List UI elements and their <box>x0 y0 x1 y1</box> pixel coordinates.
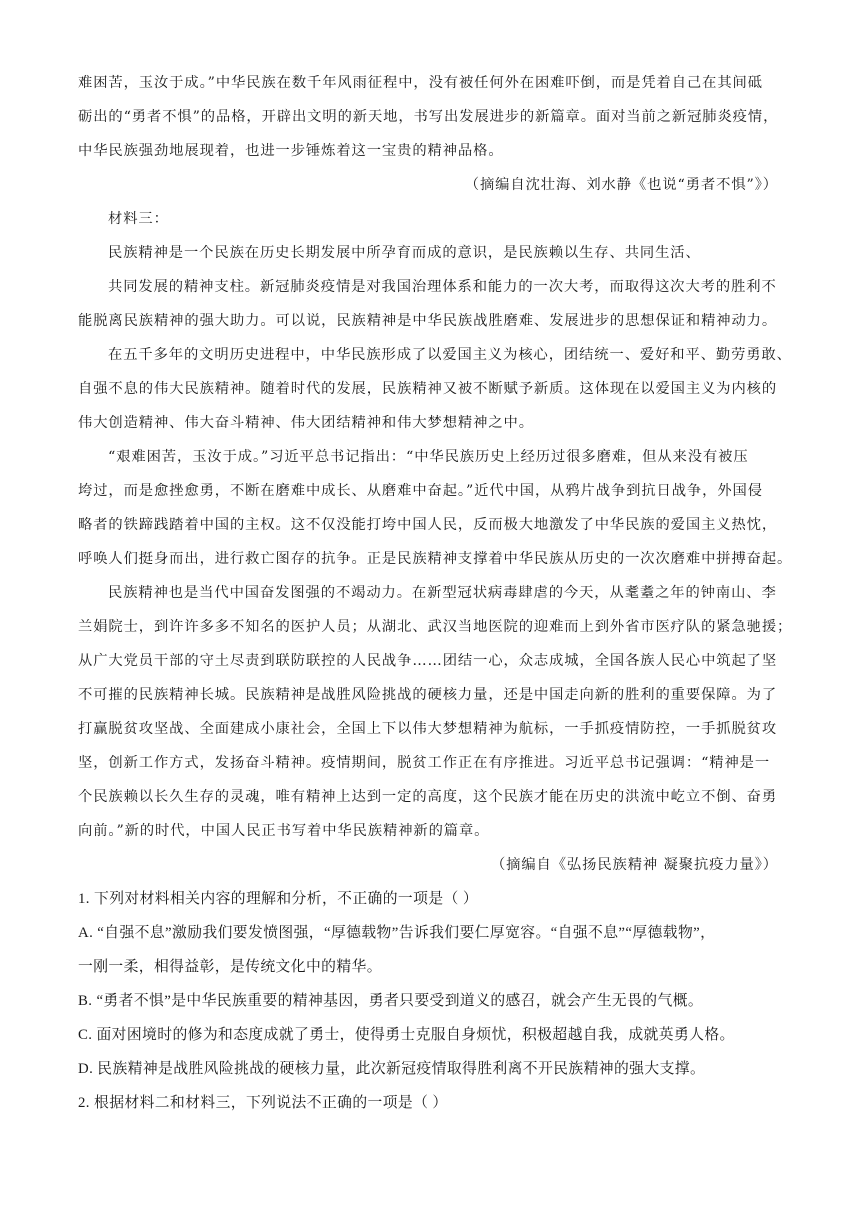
body-text-line: 能脱离民族精神的强大助力。可以说，民族精神是中华民族战胜磨难、发展进步的思想保证和精神动力。 <box>78 313 778 329</box>
option-a-continued: 一刚一柔，相得益彰，是传统文化中的精华。 <box>78 959 382 975</box>
body-text-line: 民族精神也是当代中国奋发图强的不竭动力。在新型冠状病毒肆虐的今天，从耄耋之年的钟南山、李 <box>108 585 777 601</box>
body-text-line: 略者的铁蹄践踏着中国的主权。这不仅没能打垮中国人民，反而极大地激发了中华民族的爱国主义热忱， <box>78 517 778 533</box>
body-text-line: 向前。”新的时代，中国人民正书写着中华民族精神新的篇章。 <box>78 823 490 839</box>
body-text-line: 个民族赖以长久生存的灵魂，唯有精神上达到一定的高度，这个民族才能在历史的洪流中屹立不倒、奋勇 <box>78 789 778 805</box>
body-text-line: 自强不息的伟大民族精神。随着时代的发展，民族精神又被不断赋予新质。这体现在以爱国主义为内核的 <box>78 381 778 397</box>
body-text-line: 打赢脱贫攻坚战、全面建成小康社会，全国上下以伟大梦想精神为航标，一手抓疫情防控，一手抓脱贫攻 <box>78 721 778 737</box>
source-citation: （摘编自《弘扬民族精神 凝聚抗疫力量》） <box>490 857 778 873</box>
question-stem: 2. 根据材料二和材料三，下列说法不正确的一项是（ ） <box>78 1095 448 1111</box>
option-d: D. 民族精神是战胜风险挑战的硬核力量，此次新冠疫情取得胜利离不开民族精神的强大支撑。 <box>78 1061 706 1077</box>
body-text-line: 兰娟院士，到许许多多不知名的医护人员；从湖北、武汉当地医院的迎难而上到外省市医疗队的紧急驰援； <box>78 619 793 635</box>
body-text-line: “艰难困苦，玉汝于成。”习近平总书记指出：“中华民族历史上经历过很多磨难，但从来没有被压 <box>108 449 749 465</box>
source-citation: （摘编自沈壮海、刘水静《也说“勇者不惧”》） <box>464 177 778 193</box>
body-text-line: 中华民族强劲地展现着，也进一步锤炼着这一宝贵的精神品格。 <box>78 143 504 159</box>
body-text-line: 呼唤人们挺身而出，进行救亡图存的抗争。正是民族精神支撑着中华民族从历史的一次次磨难中拼搏奋起。 <box>78 551 793 567</box>
body-text-line: 伟大创造精神、伟大奋斗精神、伟大团结精神和伟大梦想精神之中。 <box>78 415 534 431</box>
body-text-line: 不可摧的民族精神长城。民族精神是战胜风险挑战的硬核力量，还是中国走向新的胜利的重要保障。为了 <box>78 687 778 703</box>
option-c: C. 面对困境时的修为和态度成就了勇士，使得勇士克服自身烦忧，积极超越自我，成就英勇人格。 <box>78 1027 735 1043</box>
body-text-line: 共同发展的精神支柱。新冠肺炎疫情是对我国治理体系和能力的一次大考，而取得这次大考的胜利不 <box>108 279 777 295</box>
body-text-line: 在五千多年的文明历史进程中，中华民族形成了以爱国主义为核心，团结统一、爱好和平、勤劳勇敢、 <box>108 347 792 363</box>
body-text-line: 民族精神是一个民族在历史长期发展中所孕育而成的意识，是民族赖以生存、共同生活、 <box>108 245 701 261</box>
body-text-line: 从广大党员干部的守土尽责到联防联控的人民战争……团结一心，众志成城，全国各族人民心中筑起了坚 <box>78 653 778 669</box>
question-stem: 1. 下列对材料相关内容的理解和分析，不正确的一项是（ ） <box>78 891 479 907</box>
section-heading: 材料三： <box>108 211 169 227</box>
body-text-line: 砺出的“勇者不惧”的品格，开辟出文明的新天地，书写出发展进步的新篇章。面对当前之新冠肺炎疫情， <box>78 109 779 125</box>
body-text-line: 难困苦，玉汝于成。”中华民族在数千年风雨征程中，没有被任何外在困难吓倒，而是凭着自己在其间砥 <box>78 75 763 91</box>
option-a: A. “自强不息”激励我们要发愤图强，“厚德载物”告诉我们要仁厚宽容。“自强不息”“厚德载物”， <box>78 925 716 941</box>
option-b: B. “勇者不惧”是中华民族重要的精神基因，勇者只要受到道义的感召，就会产生无畏的气概。 <box>78 993 704 1009</box>
body-text-line: 坚，创新工作方式，发扬奋斗精神。疫情期间，脱贫工作正在有序推进。习近平总书记强调：“精神是一 <box>78 755 771 771</box>
body-text-line: 垮过，而是愈挫愈勇，不断在磨难中成长、从磨难中奋起。”近代中国，从鸦片战争到抗日战争，外国侵 <box>78 483 763 499</box>
